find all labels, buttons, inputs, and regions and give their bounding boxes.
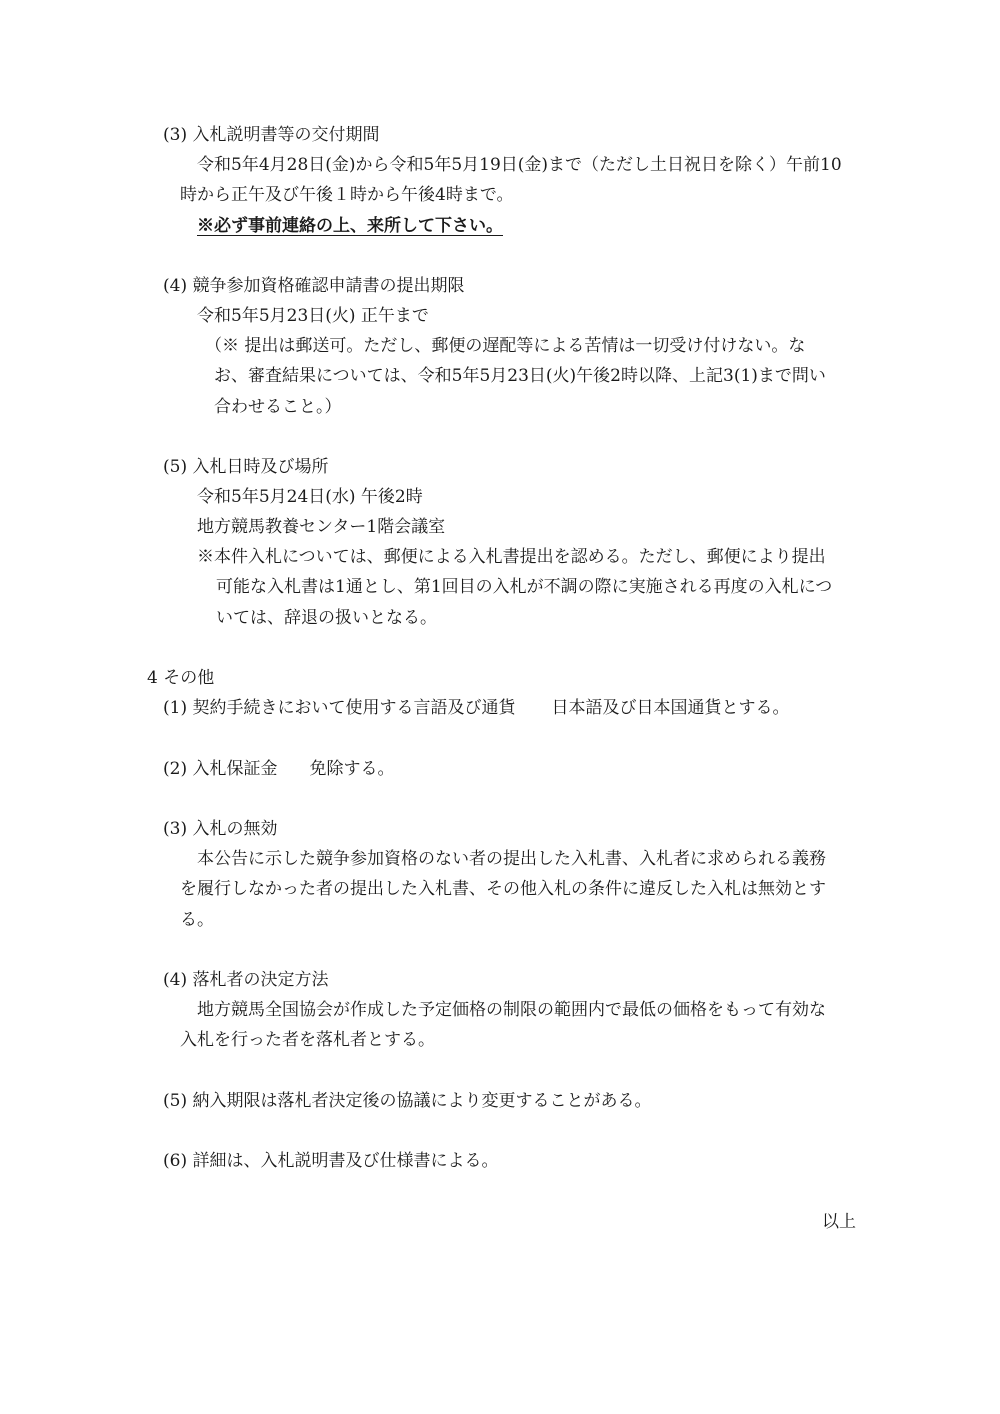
- section-3-5-note-line-2: 可能な入札書は1通とし、第1回目の入札が不調の際に実施される再度の入札につ: [216, 577, 833, 597]
- section-3-4-heading: (4) 競争参加資格確認申請書の提出期限: [163, 276, 465, 296]
- section-4-item-1-label: (1) 契約手続きにおいて使用する言語及び通貨: [163, 698, 516, 718]
- section-3-4-note-line-3: 合わせること。）: [214, 397, 342, 417]
- section-3-3-body-line-1: 令和5年4月28日(金)から令和5年5月19日(金)まで（ただし土日祝日を除く）午前10: [197, 155, 842, 175]
- section-4-item-4-heading: (4) 落札者の決定方法: [163, 970, 329, 990]
- closing-text: 以上: [822, 1212, 856, 1232]
- section-4-item-5: (5) 納入期限は落札者決定後の協議により変更することがある。: [163, 1091, 652, 1111]
- section-4-item-3-body-line-3: る。: [180, 910, 214, 930]
- section-3-5-note-line-3: いては、辞退の扱いとなる。: [216, 608, 437, 628]
- section-3-5-body-line-1: 令和5年5月24日(水) 午後2時: [197, 487, 423, 507]
- section-4-item-4-body-line-1: 地方競馬全国協会が作成した予定価格の制限の範囲内で最低の価格をもって有効な: [197, 1000, 826, 1020]
- section-4-item-1-value: 日本語及び日本国通貨とする。: [551, 698, 790, 718]
- section-4-heading: 4 その他: [147, 668, 215, 688]
- section-3-4-body-line-1: 令和5年5月23日(火) 正午まで: [197, 306, 429, 326]
- section-3-5-note-line-1: ※本件入札については、郵便による入札書提出を認める。ただし、郵便により提出: [197, 547, 826, 567]
- section-4-item-2-value: 免除する。: [309, 759, 395, 779]
- section-4-item-2: [163, 761, 394, 778]
- section-4-item-3-body-line-1: 本公告に示した競争参加資格のない者の提出した入札書、入札者に求められる義務: [197, 849, 826, 869]
- section-4-item-3-body-line-2: を履行しなかった者の提出した入札書、その他入札の条件に違反した入札は無効とす: [180, 879, 826, 899]
- section-3-3-body-line-2: 時から正午及び午後１時から午後4時まで。: [180, 185, 514, 205]
- section-4-item-3-heading: (3) 入札の無効: [163, 819, 278, 839]
- section-4-item-4-body-line-2: 入札を行った者を落札者とする。: [180, 1030, 435, 1050]
- section-3-5-heading: (5) 入札日時及び場所: [163, 457, 329, 477]
- section-3-5-body-line-2: 地方競馬教養センター1階会議室: [197, 517, 446, 537]
- section-3-4-note-line-1: （※ 提出は郵送可。ただし、郵便の遅配等による苦情は一切受け付けない。な: [205, 336, 806, 356]
- section-3-3-heading: (3) 入札説明書等の交付期間: [163, 125, 380, 145]
- section-4-item-1: [163, 700, 789, 717]
- section-3-4-note-line-2: お、審査結果については、令和5年5月23日(火)午後2時以降、上記3(1)まで問い: [214, 366, 826, 386]
- section-4-item-6: (6) 詳細は、入札説明書及び仕様書による。: [163, 1151, 499, 1171]
- section-4-item-2-label: (2) 入札保証金: [163, 759, 278, 779]
- section-3-3-note: ※必ず事前連絡の上、来所して下さい。: [197, 216, 503, 236]
